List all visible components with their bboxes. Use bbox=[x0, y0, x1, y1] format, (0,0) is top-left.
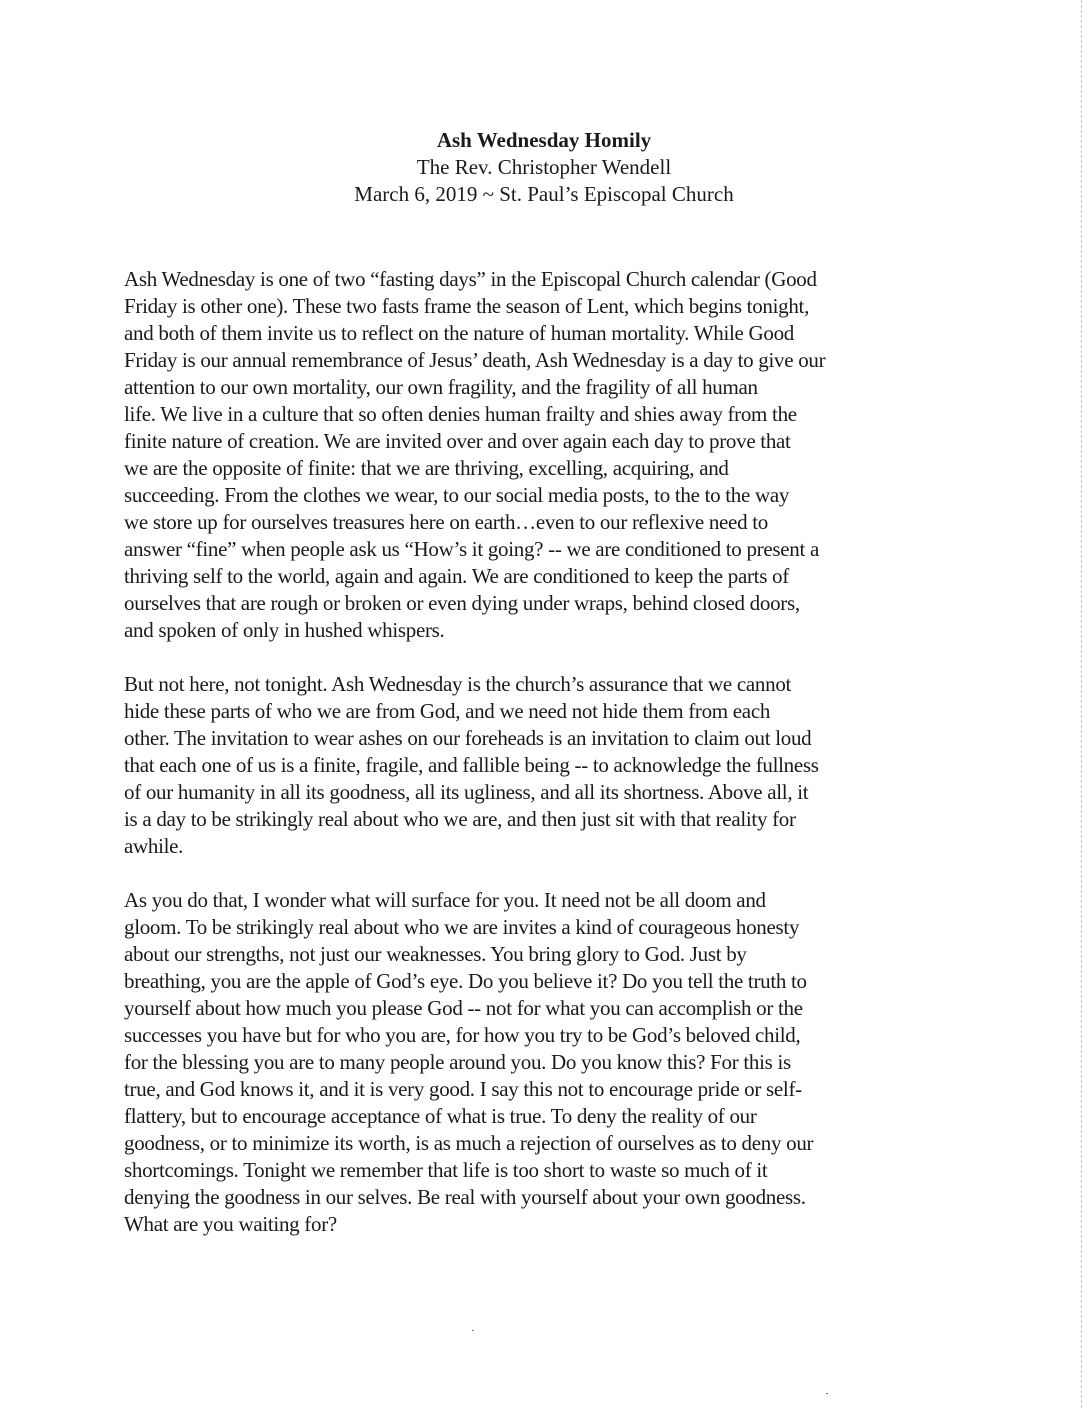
text-line: As you do that, I wonder what will surface for you. It need not be all doom and bbox=[124, 888, 766, 912]
document-title: Ash Wednesday Homily bbox=[436, 128, 652, 152]
text-line: attention to our own mortality, our own fragility, and the fragility of all human bbox=[124, 375, 758, 399]
text-line: answer “fine” when people ask us “How’s it going? -- we are conditioned to present a bbox=[124, 537, 819, 561]
text-line: yourself about how much you please God -- not for what you can accomplish or the bbox=[124, 996, 803, 1020]
date-location-line: March 6, 2019 ~ St. Paul’s Episcopal Church bbox=[354, 182, 734, 206]
paragraph bbox=[124, 266, 959, 644]
text-line: Friday is our annual remembrance of Jesus’ death, Ash Wednesday is a day to give our bbox=[124, 348, 826, 372]
text-line: Friday is other one). These two fasts frame the season of Lent, which begins tonight, bbox=[124, 294, 810, 318]
text-line: goodness, or to minimize its worth, is as much a rejection of ourselves as to deny our bbox=[124, 1131, 814, 1155]
text-line: succeeding. From the clothes we wear, to our social media posts, to the to the way bbox=[124, 483, 790, 507]
text-line: true, and God knows it, and it is very good. I say this not to encourage pride or self- bbox=[124, 1077, 802, 1101]
text-line: that each one of us is a finite, fragile, and fallible being -- to acknowledge the fullness bbox=[124, 753, 819, 777]
text-line: gloom. To be strikingly real about who we are invites a kind of courageous honesty bbox=[124, 915, 800, 939]
author-line: The Rev. Christopher Wendell bbox=[416, 155, 672, 179]
text-line: finite nature of creation. We are invited over and over again each day to prove that bbox=[124, 429, 791, 453]
text-line: shortcomings. Tonight we remember that life is too short to waste so much of it bbox=[124, 1158, 768, 1182]
text-line: awhile. bbox=[124, 834, 184, 858]
text-line: What are you waiting for? bbox=[124, 1212, 337, 1236]
scan-speck bbox=[472, 1330, 474, 1331]
text-line: we are the opposite of finite: that we are thriving, excelling, acquiring, and bbox=[124, 456, 729, 480]
text-line: denying the goodness in our selves. Be real with yourself about your own goodness. bbox=[124, 1185, 806, 1209]
text-line: other. The invitation to wear ashes on our foreheads is an invitation to claim out loud bbox=[124, 726, 812, 750]
text-line: we store up for ourselves treasures here on earth…even to our reflexive need to bbox=[124, 510, 768, 534]
text-line: is a day to be strikingly real about who we are, and then just sit with that reality for bbox=[124, 807, 796, 831]
text-line: breathing, you are the apple of God’s eye. Do you believe it? Do you tell the truth to bbox=[124, 969, 807, 993]
text-line: of our humanity in all its goodness, all its ugliness, and all its shortness. Above all, it bbox=[124, 780, 809, 804]
text-line: thriving self to the world, again and again. We are conditioned to keep the parts of bbox=[124, 564, 789, 588]
text-line: hide these parts of who we are from God, and we need not hide them from each bbox=[124, 699, 771, 723]
text-line: flattery, but to encourage acceptance of what is true. To deny the reality of our bbox=[124, 1104, 757, 1128]
text-line: successes you have but for who you are, for how you try to be God’s beloved child, bbox=[124, 1023, 801, 1047]
paragraph bbox=[124, 671, 959, 860]
text-line: ourselves that are rough or broken or even dying under wraps, behind closed doors, bbox=[124, 591, 800, 615]
text-line: and both of them invite us to reflect on the nature of human mortality. While Good bbox=[124, 321, 794, 345]
text-line: and spoken of only in hushed whispers. bbox=[124, 618, 445, 642]
scan-speck bbox=[826, 1393, 828, 1394]
paragraph bbox=[124, 887, 959, 1238]
text-line: life. We live in a culture that so often denies human frailty and shies away from the bbox=[124, 402, 797, 426]
text-line: for the blessing you are to many people around you. Do you know this? For this is bbox=[124, 1050, 791, 1074]
document-header bbox=[0, 127, 1088, 208]
text-line: Ash Wednesday is one of two “fasting days” in the Episcopal Church calendar (Good bbox=[124, 267, 817, 291]
scan-edge-artifact bbox=[1081, 0, 1082, 1408]
text-line: about our strengths, not just our weaknesses. You bring glory to God. Just by bbox=[124, 942, 747, 966]
homily-body bbox=[124, 266, 959, 1265]
text-line: But not here, not tonight. Ash Wednesday is the church’s assurance that we cannot bbox=[124, 672, 792, 696]
